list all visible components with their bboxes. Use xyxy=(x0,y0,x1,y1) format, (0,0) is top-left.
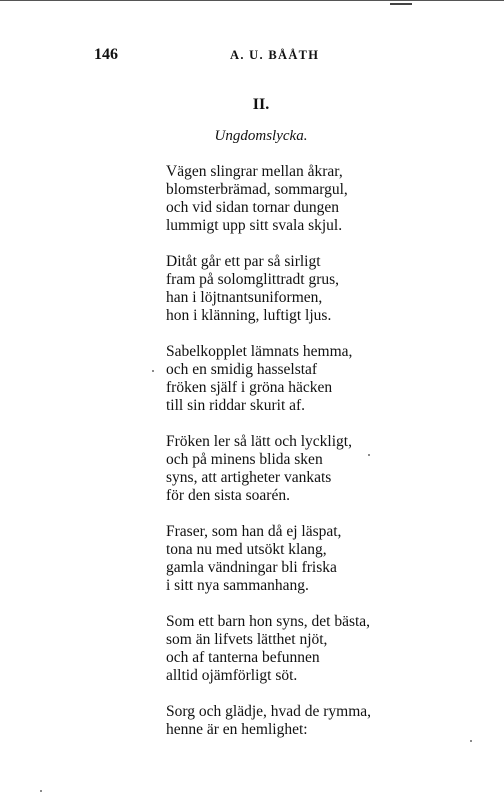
poem-line: blomsterbrämad, sommargul, xyxy=(166,181,348,198)
poem-line: henne är en hemlighet: xyxy=(166,721,308,738)
stanza-5 xyxy=(166,523,456,595)
poem-line: Sabelkopplet lämnats hemma, xyxy=(166,343,353,360)
poem-body xyxy=(166,163,456,757)
poem-line: och vid sidan tornar dungen xyxy=(166,199,340,216)
paper-speck xyxy=(470,740,472,742)
running-title: A. U. BÅÅTH xyxy=(230,48,320,62)
stanza-1 xyxy=(166,163,456,235)
poem-line: Ditåt går ett par så sirligt xyxy=(166,253,321,270)
poem-line: syns, att artigheter vankats xyxy=(166,469,332,486)
page-number: 146 xyxy=(94,46,118,63)
stanza-4 xyxy=(166,433,456,505)
poem-line: hon i klänning, luftigt ljus. xyxy=(166,307,332,324)
poem-line: Vägen slingrar mellan åkrar, xyxy=(166,163,343,180)
poem-line: tona nu med utsökt klang, xyxy=(166,541,327,558)
poem-line: lummigt upp sitt svala skjul. xyxy=(166,217,343,234)
poem-line: Sorg och glädje, hvad de rymma, xyxy=(166,703,372,720)
poem-line: gamla vändningar bli friska xyxy=(166,559,337,576)
paper-speck xyxy=(368,454,370,456)
poem-line: Som ett barn hon syns, det bästa, xyxy=(166,613,371,630)
paper-speck xyxy=(40,790,42,792)
poem-line: fröken själf i gröna häcken xyxy=(166,379,333,396)
top-page-edge-rule xyxy=(0,0,504,5)
poem-line: och på minens blida sken xyxy=(166,451,323,468)
poem-line: fram på solomglittradt grus, xyxy=(166,271,340,288)
poem-line: till sin riddar skurit af. xyxy=(166,397,306,414)
poem-line: och af tanterna befunnen xyxy=(166,649,320,666)
poem-line: som än lifvets lätthet njöt, xyxy=(166,631,328,648)
poem-number: II. xyxy=(252,96,270,113)
poem-line: i sitt nya sammanhang. xyxy=(166,577,309,594)
page-header xyxy=(94,46,414,68)
stanza-3 xyxy=(166,343,456,415)
poem-line: och en smidig hasselstaf xyxy=(166,361,318,378)
stanza-7 xyxy=(166,703,456,739)
poem-line: för den sista soarén. xyxy=(166,487,290,504)
paper-speck xyxy=(152,370,154,372)
poem-line: Fraser, som han då ej läspat, xyxy=(166,523,342,540)
poem-line: alltid ojämförligt söt. xyxy=(166,667,298,684)
stanza-2 xyxy=(166,253,456,325)
poem-line: Fröken ler så lätt och lyckligt, xyxy=(166,433,352,450)
poem-line: han i löjtnantsuniformen, xyxy=(166,289,323,306)
stanza-6 xyxy=(166,613,456,685)
poem-title: Ungdomslycka. xyxy=(214,128,308,144)
